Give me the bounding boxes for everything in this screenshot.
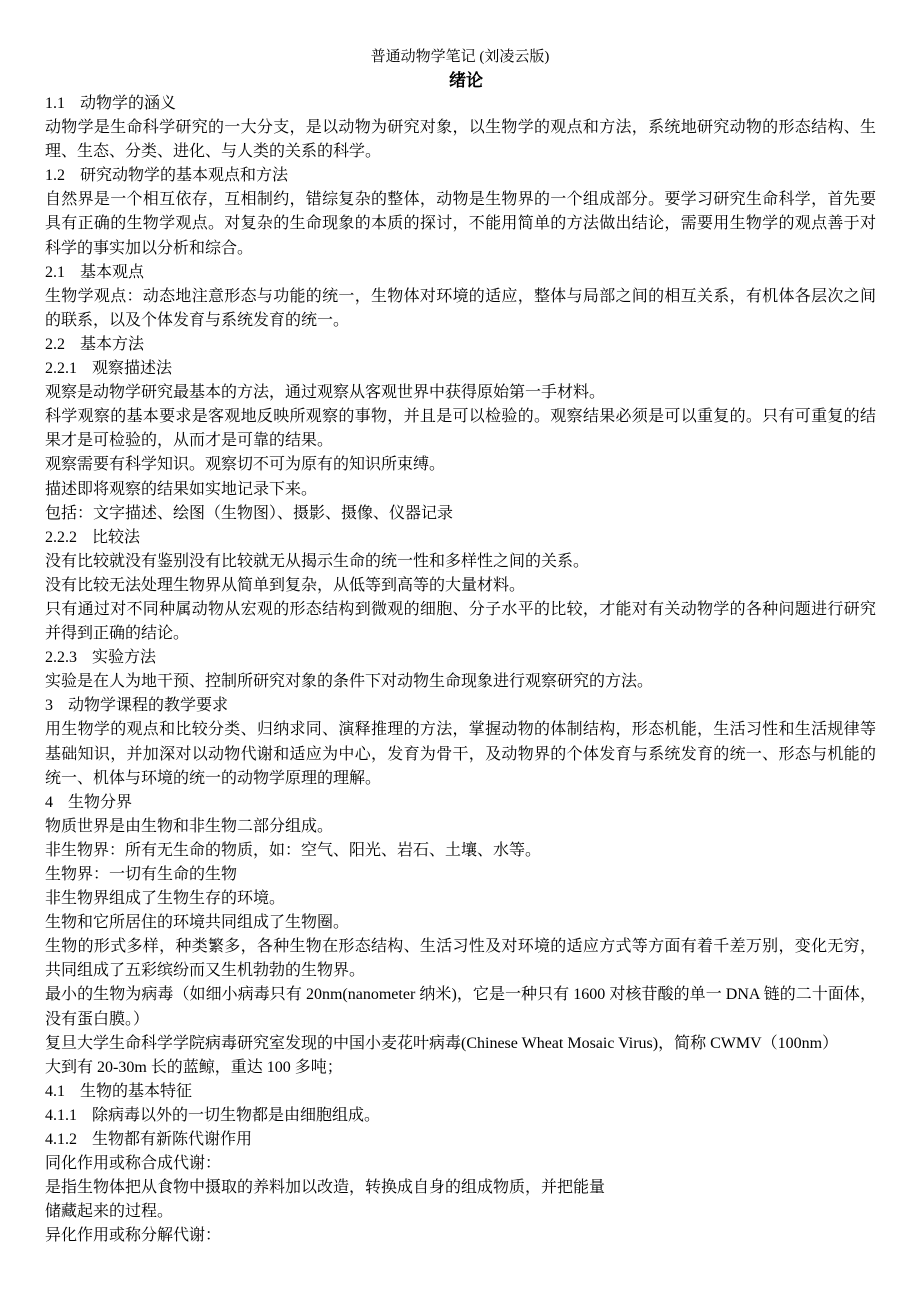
paragraph-line: 没有比较就没有鉴别没有比较就无从揭示生命的统一性和多样性之间的关系。 [45,552,590,570]
section-heading [45,164,876,188]
subsection-heading [45,1104,876,1128]
section-title: 基本方法 [80,335,145,353]
paragraph-line: 具有正确的生物学观点。对复杂的生命现象的本质的探讨，不能用简单的方法做出结论，需要用生物学的观点善于对 [45,215,876,233]
paragraph-line: 同化作用或称合成代谢： [45,1155,222,1173]
paragraph-line: 是指生物体把从食物中摄取的养料加以改造，转换成自身的组成物质，并把能量 [45,1179,606,1197]
paragraph-line: 包括：文字描述、绘图（生物图）、摄影、摄像、仪器记录 [45,504,454,522]
paragraph-line: 并得到正确的结论。 [45,625,190,643]
paragraph-line: 动物学是生命科学研究的一大分支，是以动物为研究对象，以生物学的观点和方法，系统地研究动物的形态结构、生 [45,119,876,137]
paragraph-line: 物质世界是由生物和非生物二部分组成。 [45,817,334,835]
paragraph-line: 科学的事实加以分析和综合。 [45,239,254,257]
section-number: 2.2.1 [45,360,77,378]
paragraph-line: 描述即将观察的结果如实地记录下来。 [45,480,318,498]
section-number: 2.2.2 [45,528,77,546]
paragraph-line: 储藏起来的过程。 [45,1203,174,1221]
paragraph-line: 只有通过对不同种属动物从宏观的形态结构到微观的细胞、分子水平的比较，才能对有关动物学的各种问题进行研究 [45,600,876,618]
paragraph-line: 基础知识，并加深对以动物代谢和适应为中心，发育为骨干，及动物界的个体发育与系统发育的统一、形态与机能的 [45,745,876,763]
paragraph-line: 没有比较无法处理生物界从简单到复杂，从低等到高等的大量材料。 [45,576,526,594]
paragraph-line: 生物学观点：动态地注意形态与功能的统一，生物体对环境的适应，整体与局部之间的相互关系，有机体各层次之间 [45,287,876,305]
paragraph-line: 的联系，以及个体发育与系统发育的统一。 [45,311,350,329]
chapter-heading: 绪论 [449,71,483,90]
section-heading [45,92,876,116]
section-title: 研究动物学的基本观点和方法 [80,167,289,185]
section-heading [45,1080,876,1104]
paragraph-line: 没有蛋白膜。） [45,1010,150,1028]
section-title: 基本观点 [80,263,145,281]
section-title: 生物分界 [68,793,133,811]
paragraph-line: 观察需要有科学知识。观察切不可为原有的知识所束缚。 [45,456,446,474]
paragraph-line: 共同组成了五彩缤纷而又生机勃勃的生物界。 [45,962,366,980]
section-number: 4.1.1 [45,1106,77,1124]
section-title: 动物学的涵义 [80,95,177,112]
paragraph-line: 生物和它所居住的环境共同组成了生物圈。 [45,914,350,932]
paragraph-line: 大到有 20-30m 长的蓝鲸，重达 100 多吨； [45,1058,343,1076]
section-title: 观察描述法 [92,360,173,378]
section-title: 实验方法 [92,649,157,667]
paragraph-line: 观察是动物学研究最基本的方法，通过观察从客观世界中获得原始第一手材料。 [45,384,606,402]
section-heading [45,261,876,285]
section-number: 2.2 [45,335,65,353]
section-number: 2.2.3 [45,649,77,667]
paragraph-line: 果才是可检验的，从而才是可靠的结果。 [45,432,334,450]
paragraph-line: 生物界：一切有生命的生物 [45,866,238,883]
section-heading [45,694,876,718]
subsection-heading [45,357,876,381]
paragraph-line: 统一、机体与环境的统一的动物学原理的理解。 [45,769,382,787]
section-title: 动物学课程的教学要求 [68,697,229,715]
subsection-heading [45,1128,876,1152]
paragraph-line: 理、生态、分类、进化、与人类的关系的科学。 [45,143,382,161]
paragraph-line: 非生物界：所有无生命的物质，如：空气、阳光、岩石、土壤、水等。 [45,841,542,859]
paragraph-line: 用生物学的观点和比较分类、归纳求同、演释推理的方法，掌握动物的体制结构，形态机能，生活习性和生活规律等 [45,721,876,739]
section-number: 1.1 [45,95,65,112]
section-number: 1.2 [45,167,65,185]
paragraph-line: 实验是在人为地干预、控制所研究对象的条件下对动物生命现象进行观察研究的方法。 [45,673,654,691]
paragraph-line: 复旦大学生命科学学院病毒研究室发现的中国小麦花叶病毒(Chinese Wheat Mosaic Virus)，简称 CWMV（100nm） [45,1034,839,1052]
paragraph-line: 生物的形式多样，种类繁多，各种生物在形态结构、生活习性及对环境的适应方式等方面有着千差万别，变化无穷， [45,938,876,956]
section-number: 4.1 [45,1082,65,1100]
section-heading [45,791,876,815]
section-heading [45,333,876,357]
section-number: 4 [45,793,53,811]
paragraph-line: 异化作用或称分解代谢： [45,1227,222,1245]
section-title: 比较法 [92,528,141,546]
document-title: 普通动物学笔记 (刘凌云版) [370,49,550,65]
paragraph-line: 非生物界组成了生物生存的环境。 [45,890,286,908]
paragraph-line: 最小的生物为病毒（如细小病毒只有 20nm(nanometer 纳米)，它是一种只有 1600 对核苷酸的单一 DNA 链的二十面体， [45,986,876,1004]
paragraph-line: 科学观察的基本要求是客观地反映所观察的事物，并且是可以检验的。观察结果必须是可以重复的。只有可重复的结 [45,408,876,426]
section-number: 4.1.2 [45,1131,77,1149]
section-title: 生物都有新陈代谢作用 [92,1131,253,1149]
section-title: 除病毒以外的一切生物都是由细胞组成。 [92,1106,381,1124]
document-body [45,92,876,1249]
section-number: 3 [45,697,53,715]
subsection-heading [45,646,876,670]
paragraph-line: 自然界是一个相互依存，互相制约，错综复杂的整体，动物是生物界的一个组成部分。要学习研究生命科学，首先要 [45,191,876,209]
section-title: 生物的基本特征 [80,1082,193,1100]
section-number: 2.1 [45,263,65,281]
subsection-heading [45,526,876,550]
